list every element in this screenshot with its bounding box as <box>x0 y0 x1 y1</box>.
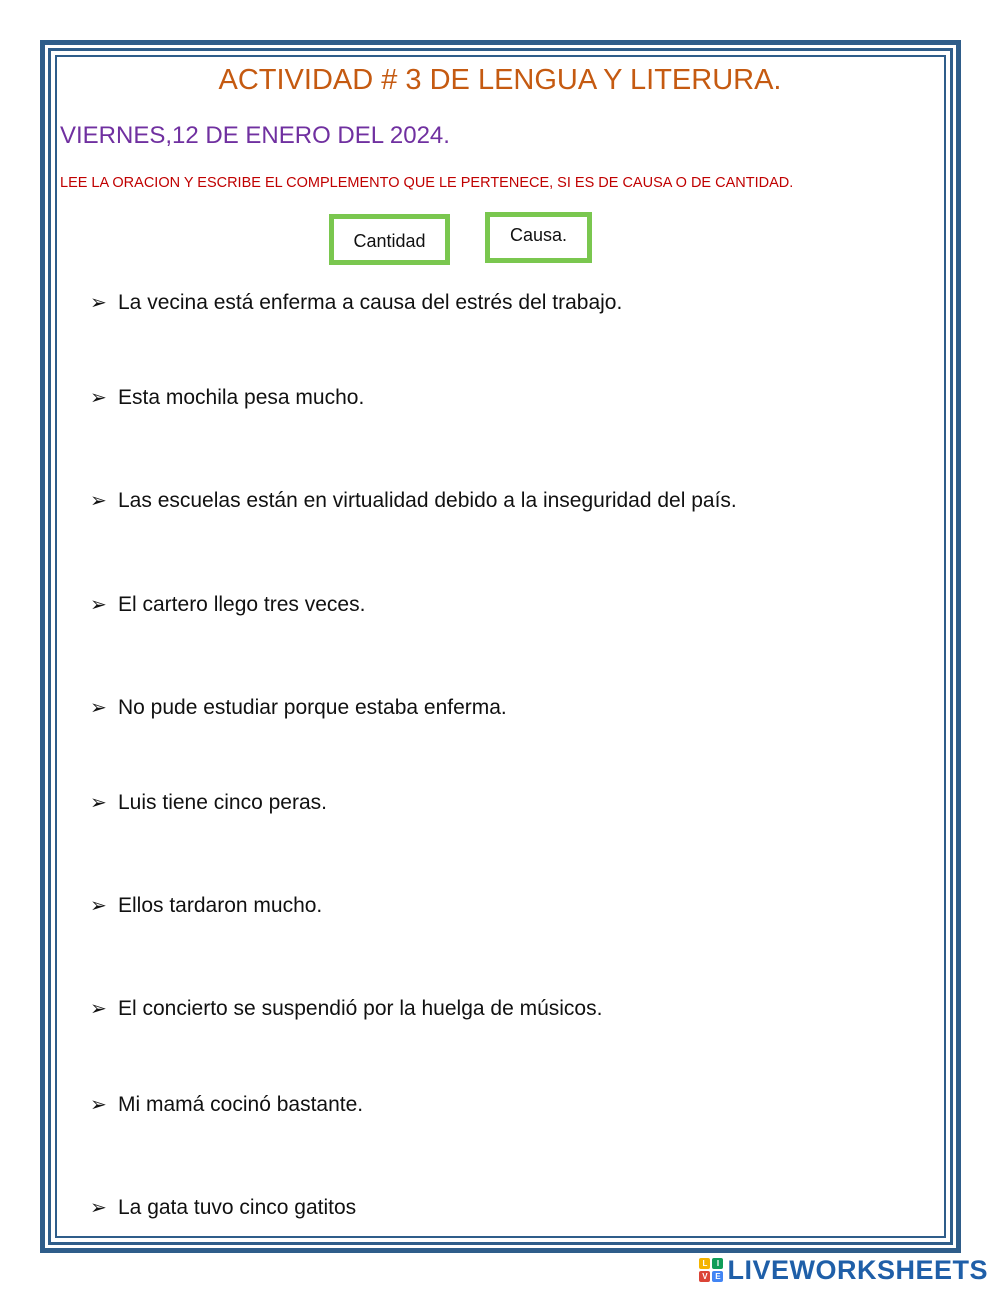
sentence-text: El concierto se suspendió por la huelga de músicos. <box>118 996 603 1020</box>
sentence-item <box>90 996 602 1021</box>
date-heading: VIERNES,12 DE ENERO DEL 2024. <box>60 122 450 149</box>
sentence-item <box>90 790 327 815</box>
arrow-bullet-icon: ➢ <box>90 998 107 1020</box>
liveworksheets-logo[interactable] <box>699 1254 988 1286</box>
arrow-bullet-icon: ➢ <box>90 387 107 409</box>
arrow-bullet-icon: ➢ <box>90 594 107 616</box>
option-cantidad-label: Cantidad <box>353 231 426 251</box>
logo-letter-l: L <box>699 1258 710 1269</box>
sentence-item <box>90 488 737 513</box>
sentence-item <box>90 1195 356 1220</box>
sentence-item <box>90 695 507 720</box>
liveworksheets-wordmark: LIVEWORKSHEETS <box>727 1254 988 1285</box>
option-cantidad-box[interactable] <box>329 214 450 265</box>
sentence-text: Luis tiene cinco peras. <box>118 790 327 814</box>
page-title: ACTIVIDAD # 3 DE LENGUA Y LITERURA. <box>218 64 782 96</box>
sentence-text: Esta mochila pesa mucho. <box>118 385 365 409</box>
option-causa-box[interactable] <box>485 212 592 263</box>
sentence-item <box>90 1092 363 1117</box>
sentence-text: Ellos tardaron mucho. <box>118 893 323 917</box>
sentence-text: Mi mamá cocinó bastante. <box>118 1092 364 1116</box>
sentence-text: La vecina está enferma a causa del estrés del trabajo. <box>118 290 623 314</box>
sentence-text: La gata tuvo cinco gatitos <box>118 1195 357 1219</box>
arrow-bullet-icon: ➢ <box>90 1094 107 1116</box>
sentence-item <box>90 592 365 617</box>
liveworksheets-logo-icon <box>699 1258 723 1282</box>
arrow-bullet-icon: ➢ <box>90 697 107 719</box>
sentence-text: El cartero llego tres veces. <box>118 592 366 616</box>
option-causa-label: Causa. <box>509 225 568 245</box>
sentence-item <box>90 893 322 918</box>
arrow-bullet-icon: ➢ <box>90 1197 107 1219</box>
arrow-bullet-icon: ➢ <box>90 490 107 512</box>
arrow-bullet-icon: ➢ <box>90 292 107 314</box>
instruction-text: LEE LA ORACION Y ESCRIBE EL COMPLEMENTO QUE LE PERTENECE, SI ES DE CAUSA O DE CANTIDAD. <box>60 175 794 191</box>
sentence-item <box>90 385 364 410</box>
logo-letter-e: E <box>712 1271 723 1282</box>
logo-letter-v: V <box>699 1271 710 1282</box>
sentence-item <box>90 290 622 315</box>
sentence-text: No pude estudiar porque estaba enferma. <box>118 695 507 719</box>
logo-letter-i: I <box>712 1258 723 1269</box>
arrow-bullet-icon: ➢ <box>90 895 107 917</box>
arrow-bullet-icon: ➢ <box>90 792 107 814</box>
sentence-text: Las escuelas están en virtualidad debido a la inseguridad del país. <box>118 488 737 512</box>
